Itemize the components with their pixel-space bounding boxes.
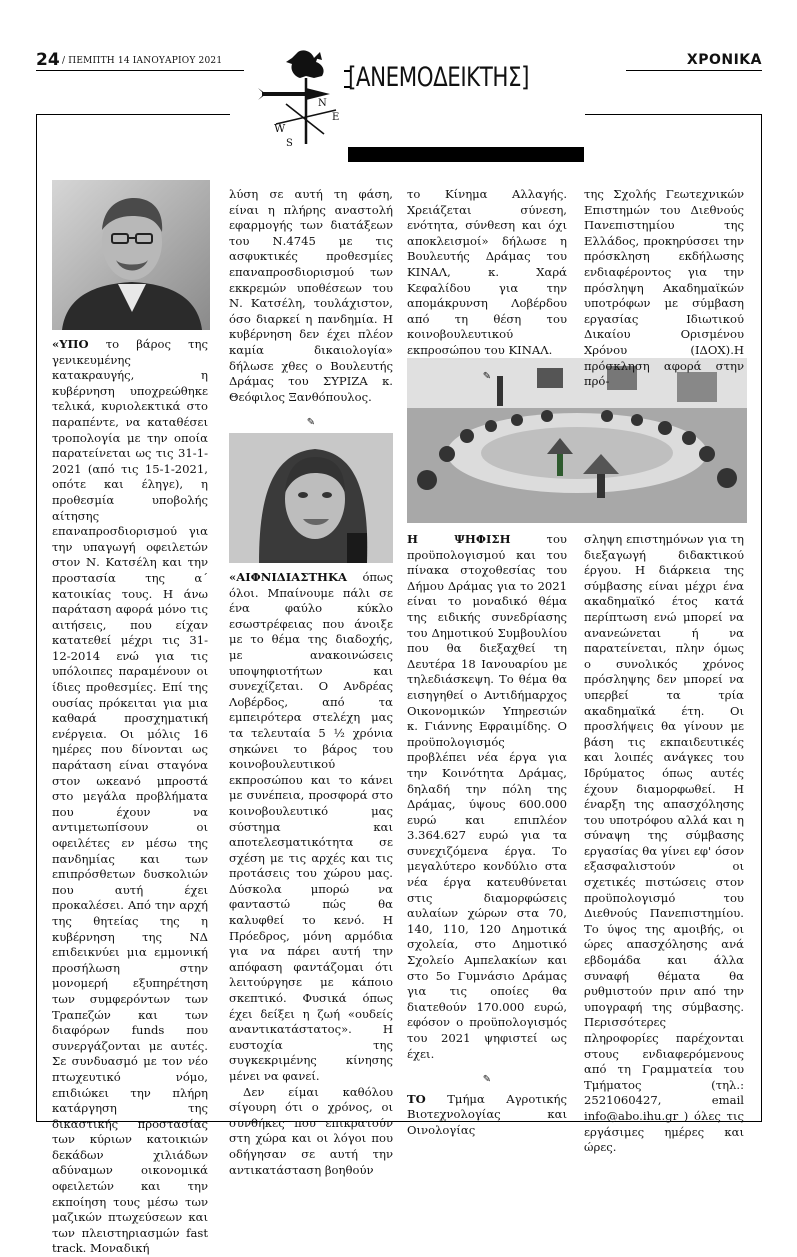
- svg-text:N: N: [318, 98, 327, 109]
- title-bar: [348, 147, 584, 162]
- article-kefalidou-part2: [407, 187, 567, 388]
- article-university-part1: [584, 187, 744, 390]
- article-budget: [407, 532, 567, 1139]
- article-university-part2: [584, 532, 744, 1156]
- portrait-photo-xanthopoulos: [52, 180, 210, 330]
- article-lead: Η ΨΗΦΙΣΗ: [407, 532, 511, 546]
- column-title: [ΑΝΕΜΟΔΕΙΚΤΗΣ]: [348, 62, 529, 93]
- svg-text:S: S: [286, 138, 293, 149]
- header-rule-right: [626, 70, 762, 71]
- article-lead: «ΥΠΟ: [52, 337, 89, 351]
- article-kefalidou-part1: [229, 570, 393, 1178]
- svg-text:W: W: [274, 122, 286, 135]
- article-text: Δεν είμαι καθόλου σίγουρη ότι ο χρόνος, οι συνθήκες που επικρατούν στη χώρα και οι λόγοι που οδήγησαν σε αυτή την αντικατάσταση βοηθούν: [229, 1084, 393, 1177]
- rooster-icon: [286, 50, 324, 78]
- article-lead: ΤΟ: [407, 1091, 426, 1106]
- article-text: του προϋπολογισμού και του πίνακα στοχοθεσίας του Δήμου Δράμας για το 2021 είναι το μοναδικό θέμα της ειδικής συνεδρίασης του Δημοτικού Συμβουλίου που θα διεξαχθεί τη Δευτέρα 18 Ιανουαρίου με τηλεδιάσκεψη. Το θέμα θα εισηγηθεί ο Αντιδήμαρχος Οικονομικών Υπηρεσιών κ. Γιάννης Εφραιμίδης. Ο προϋπολογισμός προβλέπει νέα έργα για την Κοινότητα Δράμας, δηλαδή την πόλη της Δράμας, ύψους 600.000 ευρώ και επιπλέον 3.364.627 ευρώ για τα συνεχιζόμενα έργα. Το μεγαλύτερο κονδύλιο στα νέα έργα κατευθύνεται στις διαμορφώσεις αυλαίων χώρων στα 70, 140, 110, 120 Δημοτικά σχολεία, στο Δημοτικό Σχολείο Αμπελακίων και στο 5ο Γυμνάσιο Δράμας για τις οποίες θα διατεθούν 170.000 ευρώ, εφόσον ο προϋπολογισμός του 2021 ψηφιστεί ως έχει.: [407, 532, 567, 1061]
- article-text: το Κίνημα Αλλαγής. Χρειάζεται σύνεση, ενότητα, σύνθεση και όχι αποκλεισμοί» δήλωσε η Βουλευτής Δράμας του ΚΙΝΑΛ, κ. Χαρά Κεφαλίδου για την απομάκρυνση Λοβέρδου από τη θέση του κοινοβουλευτικού εκπροσώπου του ΚΙΝΑΛ.: [407, 187, 567, 357]
- separator-icon: ✎: [482, 1074, 492, 1086]
- svg-text:E: E: [332, 112, 340, 123]
- article-text: σληψη επιστημόνων για τη διεξαγωγή διδακτικού έργου. Η διάρκεια της σύμβασης είναι μέχρι ένα ακαδημαϊκό έτος κατά περίπτωση ενώ μπορεί να ανανεώνεται ή να παρατείνεται, πλην όμως ο συνολικός χρόνος πρόσληψης δεν μπορεί να υπερβεί τα τρία ακαδημαϊκά έτη. Οι προσλήψεις θα γίνουν με βάση τις εκπαιδευτικές και λοιπές ανάγκες του Ιδρύματος όπως αυτές έχουν διαμορφωθεί. Η έναρξη της απασχόλησης του υποτρόφου αλλά και η σύναψη της σύμβασης εργασίας θα γίνει εφ' όσον εξασφαλιστούν οι σχετικές πιστώσεις στον προϋπολογισμό του Διεθνούς Πανεπιστημίου. Το ύψος της αμοιβής, οι ώρες απασχόλησης ανά εβδομάδα και άλλα συναφή θέματα θα ρυθμιστούν πριν από την υπογραφή της σύμβασης. Περισσότερες πληροφορίες παρέχονται στους ενδιαφερόμενους από τη Γραμματεία του Τμήματος (τηλ.: 2521060427, email info@abo.ihu.gr ) όλες τις εργάσιμες ημέρες και ώρες.: [584, 532, 744, 1155]
- page-number: 24: [36, 50, 60, 70]
- article-text: όπως όλοι. Μπαίνουμε πάλι σε ένα φαύλο κύκλο εσωστρέφειας που άνοιξε με το θέμα της διαδοχής, με ανακοινώσεις υποψηφιοτήτων και συνεχίζεται. Ο Ανδρέας Λοβέρδος, από τα εμπειρότερα στελέχη μας τα τελευταία 5 ½ χρόνια σηκώνει το βάρος του κοινοβουλευτικού εκπροσώπου και το κάνει με συνέπεια, προσφορά στο κοινοβουλευτικό μας σύστημα και αποτελεσματικότητα σε σχέση με τις αρχές και τις προτάσεις του χώρου μας. Δύσκολα μπορώ να φανταστώ πώς θα καλυφθεί το κενό. Η Πρόεδρος, μόνη αρμόδια για να πάρει αυτή την απόφαση φαντάζομαι ότι λειτούργησε με κάποιο σκεπτικό. Φυσικά όπως έχει δείξει η ζωή «ουδείς αναντικατάστατος». Η ευστοχία της συγκεκριμένης κίνησης μένει να φανεί.: [229, 570, 393, 1083]
- article-text: το βάρος της γενικευμένης κατακραυγής, η κυβέρνηση υποχρεώθηκε τελικά, κυριολεκτικά στο παραπέντε, να καταθέσει τροπολογία με την οποία παρατείνεται ως τις 31-1-2021 (από τις 15-1-2021, οπότε και έληγε), η προθεσμία υποβολής αίτησης επαναπροσδιορισμού για την υπαγωγή οφειλετών στον Ν. Κατσέλη και την προστασία της α΄ κατοικίας τους. Η άνω παράταση αφορά μόνο τις αιτήσεις, που είχαν κατατεθεί μέχρι τις 31-12-2014 ενώ για τις υπόλοιπες παραμένουν οι ίδιες προθεσμίες. Επί της ουσίας πρόκειται για μια καθαρά προσχηματική ενέργεια. Οι μόλις 16 ημέρες που δίνονται ως παράταση είναι σταγόνα στον ωκεανό μπροστά στο μεγάλα προβλήματα που έχουν να αντιμετωπίσουν οι οφειλέτες εν μέσω της πανδημίας και των επιπρόσθετων δυσκολιών που αυτή έχει προκαλέσει. Από την αρχή της θητείας της η κυβέρνηση της ΝΔ επιδεικνύει μια εμμονική προσήλωση στην μονομερή εξυπηρέτηση των συμφερόντων των Τραπεζών και των διαφόρων funds που συνεργάζονται με αυτές. Σε συνδυασμό με τον νέο πτωχευτικό νόμο, επιδιώκει την πλήρη κατάργηση της δικαστικής προστασίας των κύριων κατοικιών δεκάδων χιλιάδων αδύναμων οικονομικά οφειλετών και την εκποίηση τους μέσω των μαζικών πτωχεύσεων και των πλειστηριασμών fast track. Μοναδική: [52, 337, 208, 1256]
- issue-date: / ΠΕΜΠΤΗ 14 ΙΑΝΟΥΑΡΙΟΥ 2021: [62, 56, 223, 66]
- article-xanthopoulos-part1: [52, 337, 208, 1257]
- weathervane-icon: [256, 48, 346, 149]
- separator-icon: ✎: [482, 370, 492, 382]
- article-lead: «ΑΙΦΝΙΔΙΑΣΤΗΚΑ: [229, 570, 348, 584]
- section-name: ΧΡΟΝΙΚΑ: [686, 52, 762, 68]
- separator-icon: ✎: [306, 417, 316, 429]
- article-text: λύση σε αυτή τη φάση, είναι η πλήρης αναστολή εφαρμογής των διατάξεων του Ν.4745 με τις ασφυκτικές προθεσμίες επαναπροσδιορισμού των εκκρεμών υποθέσεων του Ν. Κατσέλη, τουλάχιστον, όσο διαρκεί η πανδημία. Η κυβέρνηση δεν έχει πλέον καμία δικαιολογία» δήλωσε χθες ο Βουλευτής Δράμας του ΣΥΡΙΖΑ κ. Θεόφιλος Ξανθόπουλος.: [229, 187, 393, 404]
- portrait-photo-kefalidou: [229, 433, 393, 563]
- article-xanthopoulos-part2: [229, 187, 393, 435]
- header-rule-left: [36, 70, 244, 71]
- article-text: Τμήμα Αγροτικής Βιοτεχνολογίας και Οινολογίας: [407, 1091, 567, 1137]
- article-text: της Σχολής Γεωτεχνικών Επιστημών του Διεθνούς Πανεπιστημίου της Ελλάδος, προκηρύσσει την πρόσκληση εκδήλωσης ενδιαφέροντος για την πρόσληψη Ακαδημαϊκών υποτρόφων με σύμβαση εργασίας Ιδιωτικού Δικαίου Ορισμένου Χρόνου (ΙΔΟΧ).Η πρόσκληση αφορά στην πρό-: [584, 187, 744, 389]
